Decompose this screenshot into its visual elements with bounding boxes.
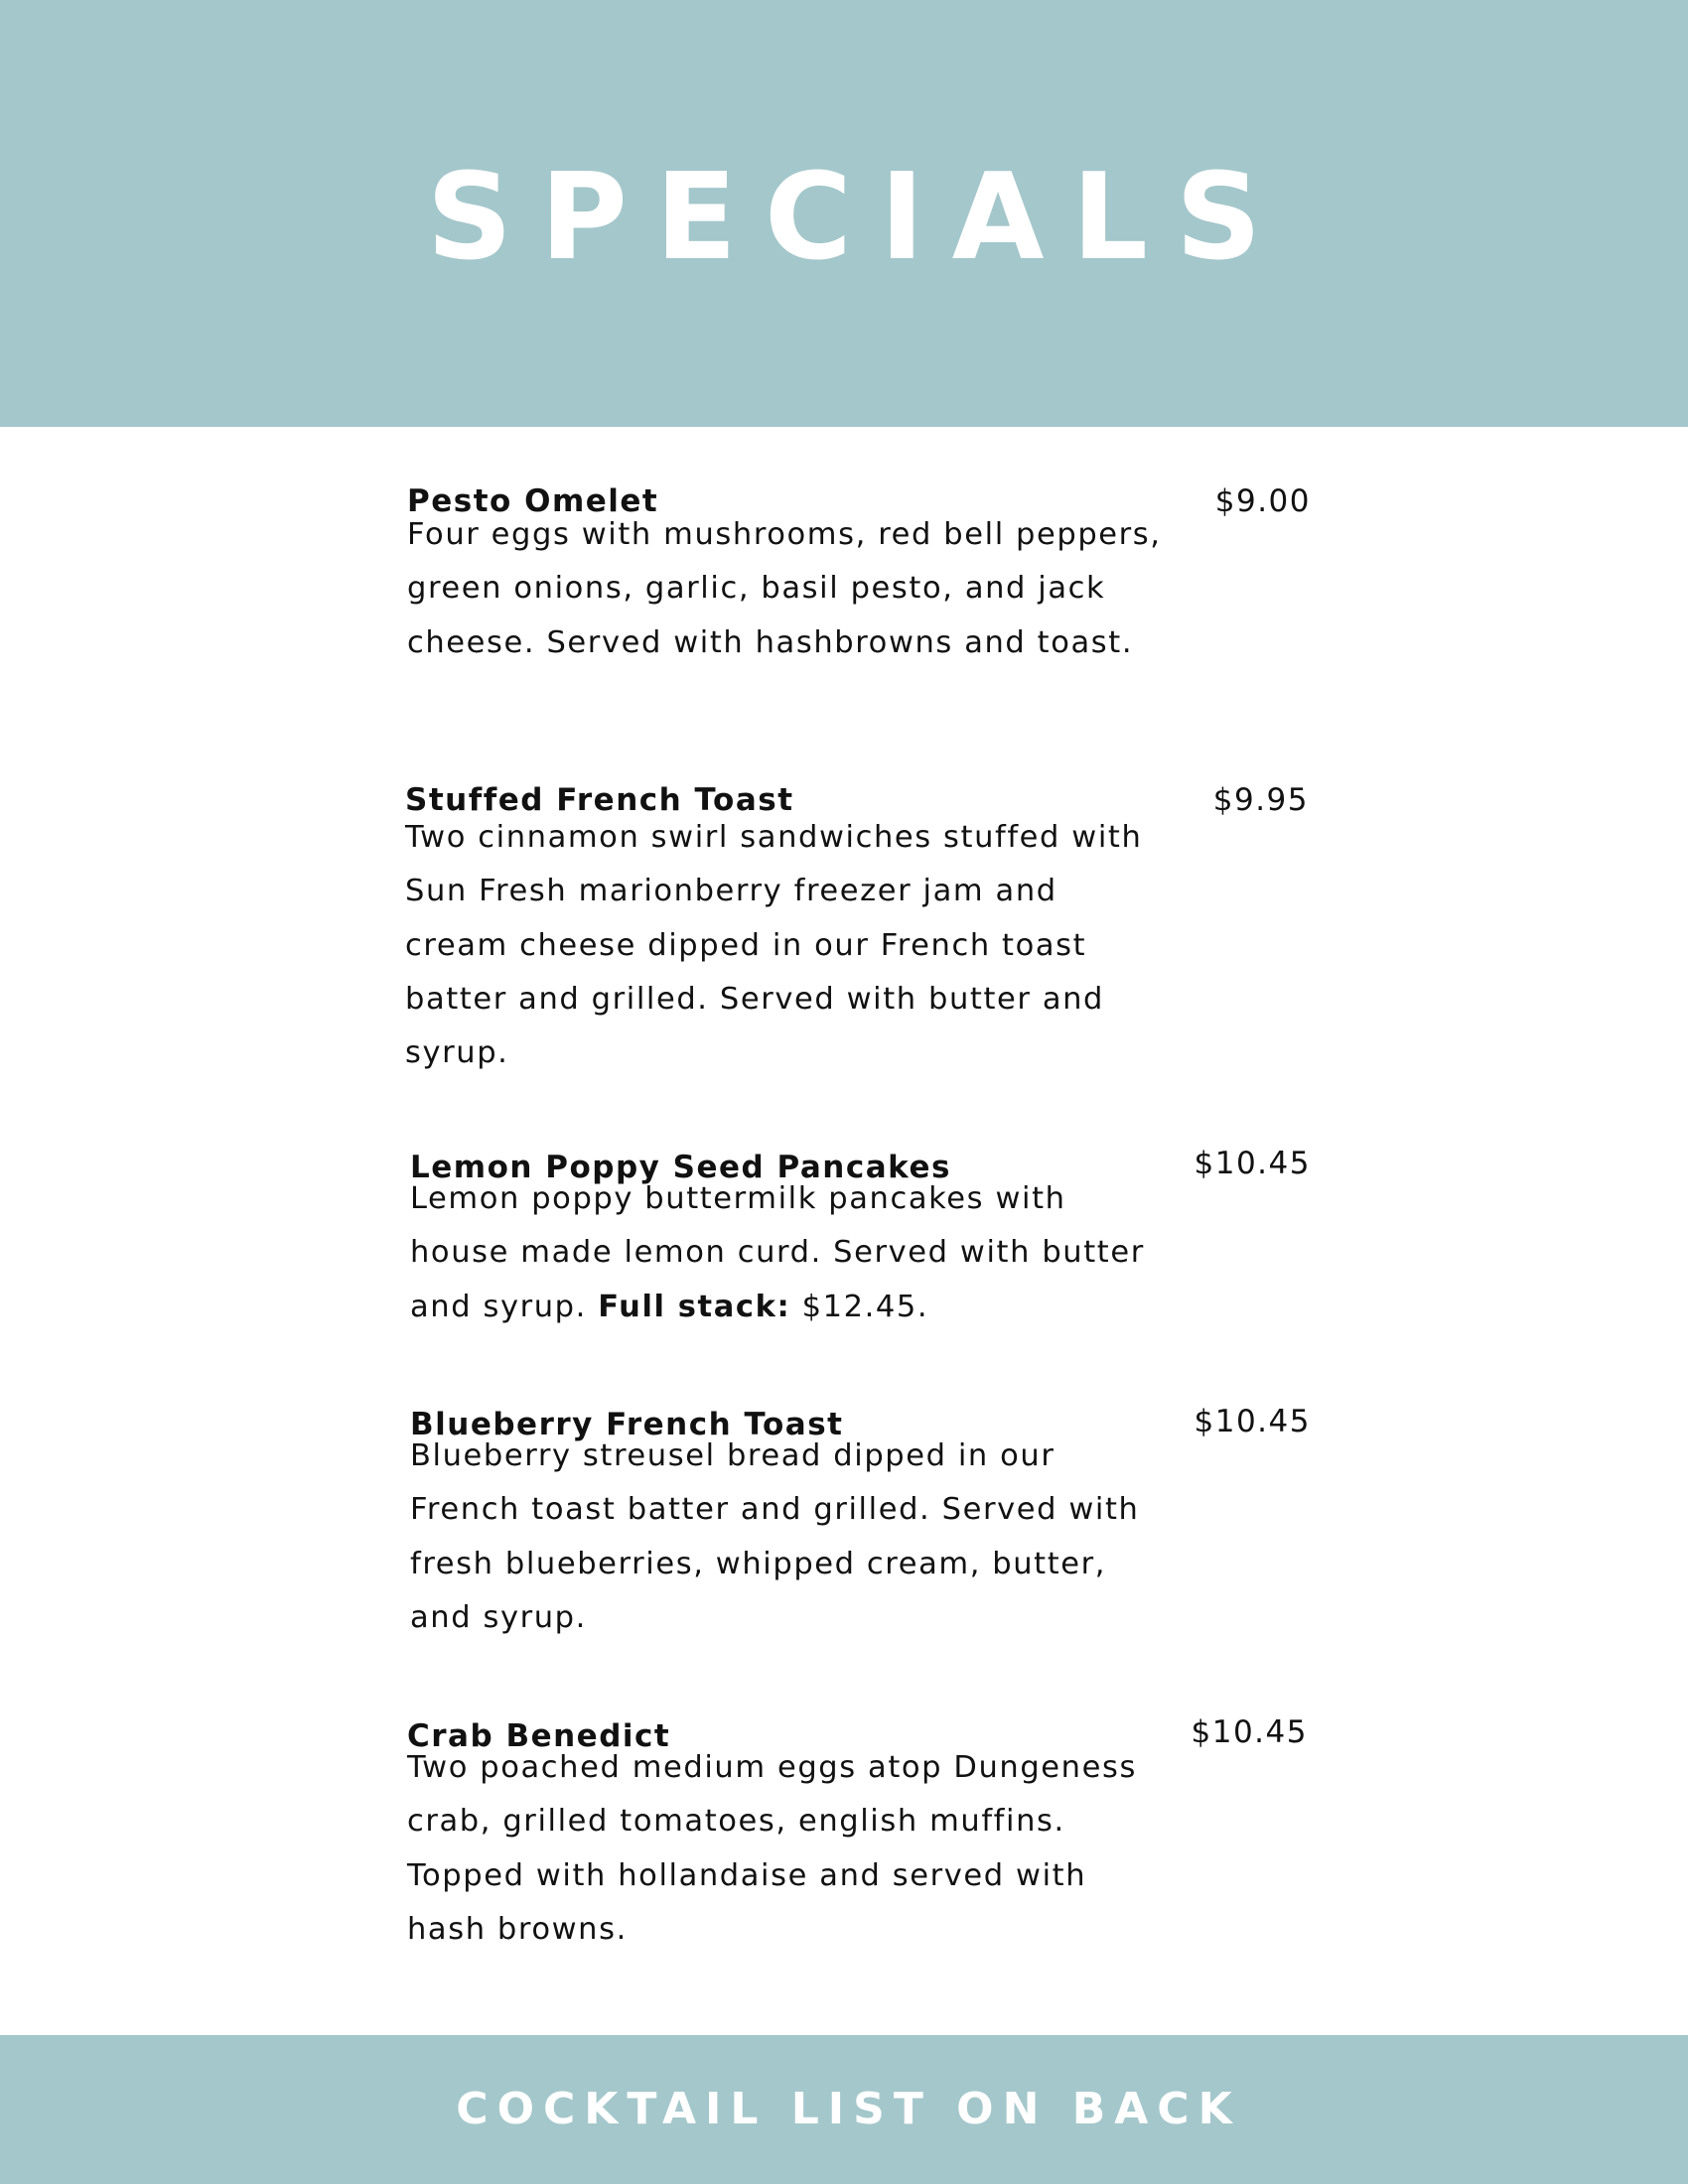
menu-item-name: Blueberry French Toast	[410, 1407, 844, 1442]
footer-banner	[0, 2035, 1688, 2184]
menu-item-price: $10.45	[1194, 1404, 1311, 1439]
menu-item-name: Pesto Omelet	[407, 483, 659, 519]
menu-item-description	[410, 1172, 1165, 1334]
menu-item-description: Four eggs with mushrooms, red bell peppers, green onions, garlic, basil pesto, and jack cheese. Served with hashbrowns and toast.	[407, 517, 1162, 660]
menu-item-description: Blueberry streusel bread dipped in our French toast batter and grilled. Served with fresh blueberries, whipped cream, butter, and syrup.	[410, 1438, 1140, 1635]
menu-item-price: $9.95	[1212, 782, 1309, 818]
menu-item-price: $10.45	[1191, 1714, 1308, 1750]
footer-note: COCKTAIL LIST ON BACK	[456, 2084, 1241, 2134]
menu-item-name: Stuffed French Toast	[405, 782, 794, 818]
menu-item-price: $10.45	[1194, 1146, 1311, 1181]
menu-item-description: Two cinnamon swirl sandwiches stuffed with Sun Fresh marionberry freezer jam and cream cheese dipped in our French toast batter and grilled. Served with butter and syrup.	[405, 820, 1143, 1071]
full-stack-price: $12.45.	[801, 1289, 929, 1324]
menu-item-name: Crab Benedict	[407, 1718, 671, 1754]
header-banner	[0, 0, 1688, 427]
menu-item-description-text: Lemon poppy buttermilk pancakes with house made lemon curd. Served with butter and syrup.	[410, 1181, 1145, 1324]
menu-item-price: $9.00	[1214, 483, 1311, 519]
full-stack-label: Full stack:	[598, 1289, 791, 1324]
page-title: SPECIALS	[426, 149, 1290, 287]
menu-item-description: Two poached medium eggs atop Dungeness crab, grilled tomatoes, english muffins. Topped with hollandaise and served with hash browns.	[407, 1750, 1137, 1947]
menu-item-name: Lemon Poppy Seed Pancakes	[410, 1150, 951, 1185]
